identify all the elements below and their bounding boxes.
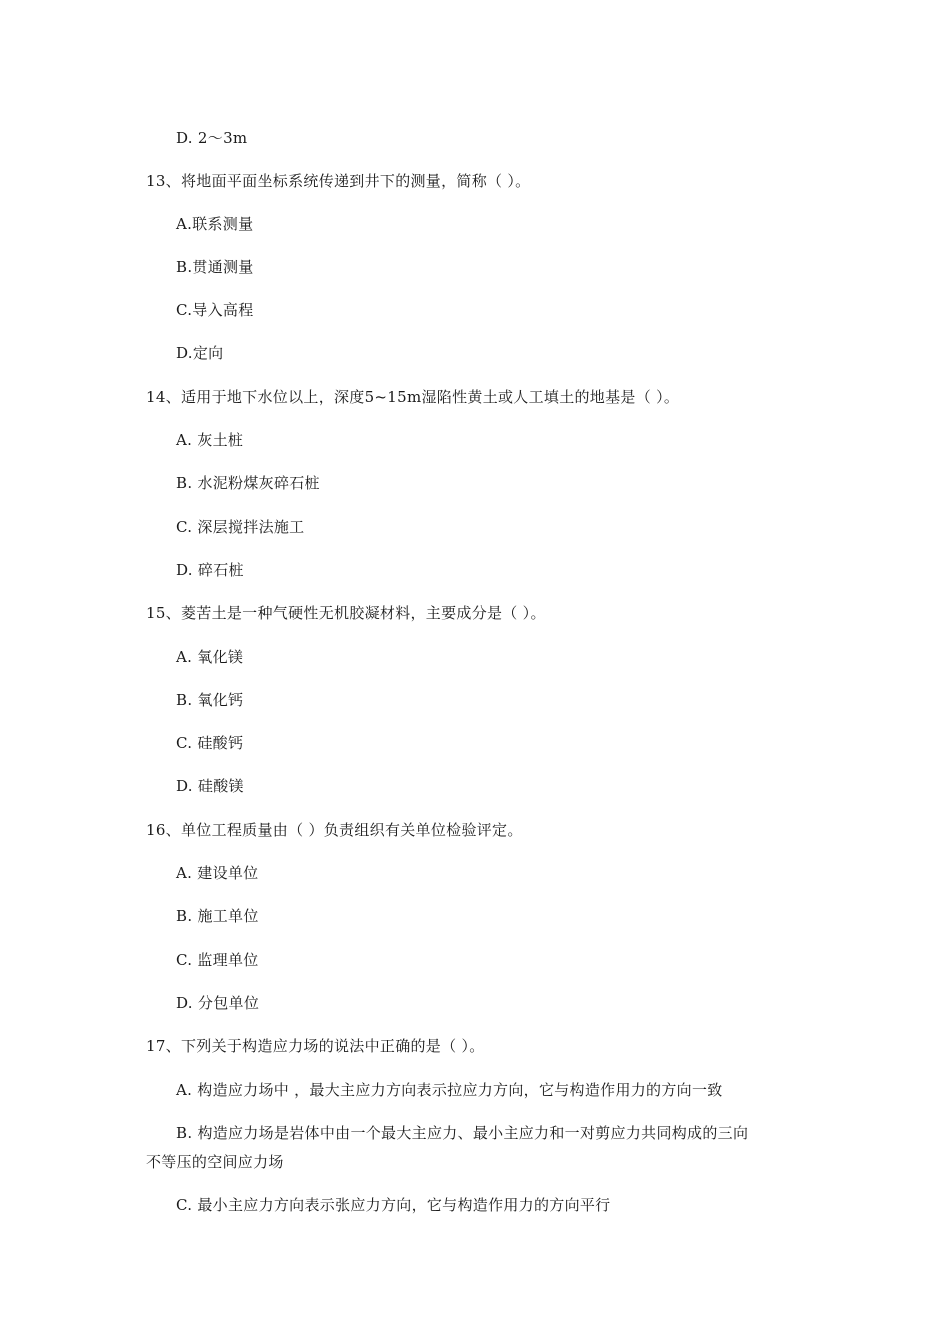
question-13-stem: 13、将地面平面坐标系统传递到井下的测量，简称（ ）。 [146, 172, 531, 190]
option-13-b: B.贯通测量 [176, 258, 254, 276]
option-15-d: D. 硅酸镁 [176, 777, 244, 795]
option-15-b: B. 氧化钙 [176, 691, 244, 709]
option-17-b-continuation: 不等压的空间应力场 [146, 1153, 284, 1171]
question-17-stem: 17、下列关于构造应力场的说法中正确的是（ ）。 [146, 1037, 485, 1055]
option-14-a: A. 灰土桩 [176, 431, 244, 449]
option-17-b: B. 构造应力场是岩体中由一个最大主应力、最小主应力和一对剪应力共同构成的三向 [176, 1124, 749, 1142]
option-12-d: D. 2～3m [176, 129, 248, 147]
option-13-c: C.导入高程 [176, 301, 254, 319]
option-16-d: D. 分包单位 [176, 994, 260, 1012]
option-17-c: C. 最小主应力方向表示张应力方向，它与构造作用力的方向平行 [176, 1196, 611, 1214]
option-16-b: B. 施工单位 [176, 907, 259, 925]
option-14-c: C. 深层搅拌法施工 [176, 518, 305, 536]
question-14-stem: 14、适用于地下水位以上，深度5~15m湿陷性黄土或人工填土的地基是（ ）。 [146, 388, 680, 406]
option-16-a: A. 建设单位 [176, 864, 259, 882]
option-15-c: C. 硅酸钙 [176, 734, 244, 752]
option-13-d: D.定向 [176, 344, 224, 362]
option-13-a: A.联系测量 [176, 215, 254, 233]
option-14-d: D. 碎石桩 [176, 561, 244, 579]
option-14-b: B. 水泥粉煤灰碎石桩 [176, 474, 320, 492]
option-16-c: C. 监理单位 [176, 951, 259, 969]
option-15-a: A. 氧化镁 [176, 648, 244, 666]
question-16-stem: 16、单位工程质量由（ ）负责组织有关单位检验评定。 [146, 821, 523, 839]
option-17-a: A. 构造应力场中 ，最大主应力方向表示拉应力方向，它与构造作用力的方向一致 [176, 1081, 723, 1099]
question-15-stem: 15、菱苦土是一种气硬性无机胶凝材料，主要成分是（ ）。 [146, 604, 546, 622]
